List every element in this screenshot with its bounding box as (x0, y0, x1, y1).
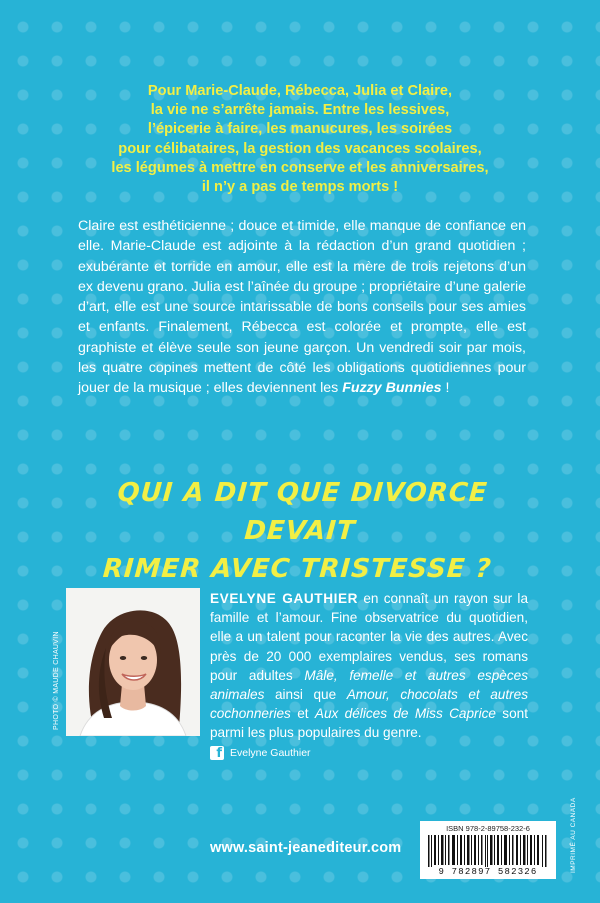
synopsis-text: Claire est esthéticienne ; douce et timide, elle manque de confiance en elle. Marie-Claude est adjointe à la rédaction d’un grand quotidien ; exubérante et torride en amour, elle est la mère de trois rejetons d’un ex devenu grano. Julia est l’aînée du groupe ; propriétaire d’une galerie d’art, elle est une source intarissable de bons conseils pour ses amies et enfants. Finalement, Rébecca est colorée et prompte, elle est graphiste et élève seule son jeune garçon. Un vendredi soir par mois, les quatre copines mettent de côté les obligations quotidiennes pour jouer de la musique ; elles deviennent les (78, 218, 526, 397)
author-photo (66, 588, 200, 736)
bio-text: ainsi que (264, 687, 347, 703)
tagline (56, 474, 544, 588)
synopsis-end: ! (441, 380, 450, 397)
barcode-icon (428, 835, 548, 867)
synopsis-paragraph (78, 216, 526, 399)
tagline-line-1: QUI A DIT QUE DIVORCE DEVAIT (116, 478, 489, 546)
book-title: Mâle, femelle et autres espèces animales (210, 667, 528, 703)
bio-text: et (290, 706, 315, 722)
facebook-link[interactable] (210, 744, 311, 762)
bio-text: en connaît un rayon sur la famille et l’amour. Fine observatrice du quotidien, elle a un talent pour raconter la vie des autres. Avec près de 20 000 exemplaires vendus, ses romans pour adultes (210, 591, 528, 683)
isbn-text: ISBN 978-2-89758-232-6 (446, 824, 530, 833)
author-name: EVELYNE GAUTHIER (210, 591, 359, 606)
intro-line: la vie ne s’arrête jamais. Entre les lessives, (150, 102, 450, 119)
band-name: Fuzzy Bunnies (342, 380, 442, 397)
author-bio (210, 589, 528, 743)
website-link[interactable]: www.saint-jeanediteur.com (210, 840, 402, 856)
printed-in-label: IMPRIMÉ AU CANADA (570, 797, 577, 873)
facebook-icon: f (210, 746, 224, 760)
intro-line: Pour Marie-Claude, Rébecca, Julia et Claire, (147, 83, 453, 99)
barcode-box (420, 821, 556, 879)
author-portrait-illustration (66, 588, 200, 736)
bio-text: sont parmi les plus populaires du genre. (210, 706, 528, 741)
barcode-number: 9 782897 582326 (438, 867, 538, 877)
intro-blurb (60, 82, 540, 197)
intro-line: les légumes à mettre en conserve et les anniversaires, (111, 159, 489, 176)
book-title: Aux délices de Miss Caprice (314, 706, 496, 722)
facebook-label: Evelyne Gauthier (230, 747, 311, 759)
photo-credit: PHOTO © MAUDE CHAUVIN (53, 631, 60, 730)
intro-line: pour célibataires, la gestion des vacances scolaires, (118, 140, 482, 157)
intro-line: l’épicerie à faire, les manucures, les soirées (147, 121, 453, 138)
intro-line: il n’y a pas de temps morts ! (201, 179, 399, 196)
tagline-line-2: RIMER AVEC TRISTESSE ? (101, 554, 493, 584)
book-title: Amour, chocolats et autres cochonneries (210, 687, 528, 722)
